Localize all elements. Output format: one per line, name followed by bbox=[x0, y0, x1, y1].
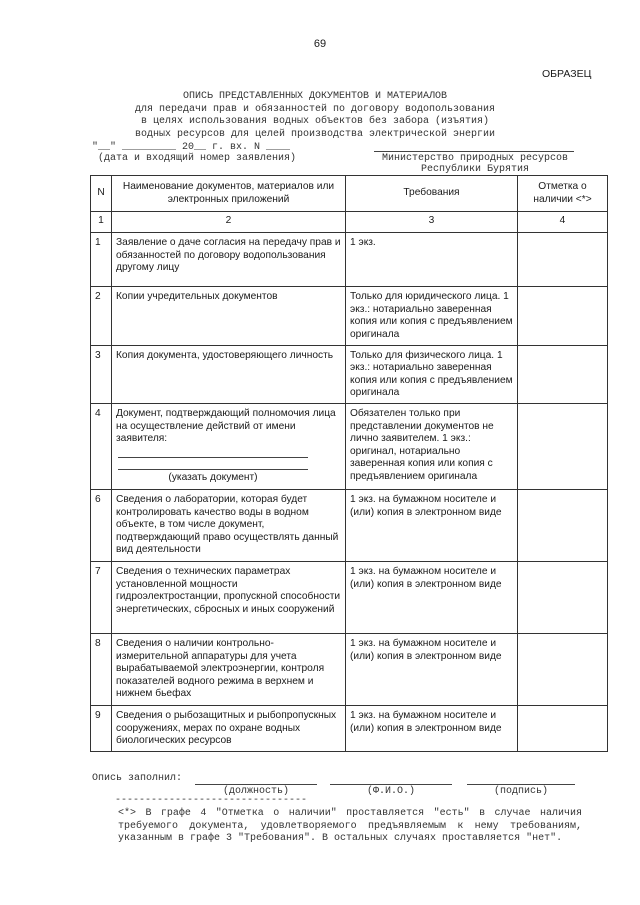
row-requirements: 1 экз. на бумажном носителе и (или) копия в электронном виде bbox=[346, 561, 518, 633]
row-number: 7 bbox=[91, 561, 112, 633]
row-mark-cell[interactable] bbox=[518, 705, 608, 751]
row-number: 2 bbox=[91, 287, 112, 345]
table-row bbox=[91, 633, 608, 705]
position-caption: (должность) bbox=[222, 786, 289, 797]
application-date-line: "__" _________ 20__ г. вх. N ____ bbox=[92, 142, 291, 153]
application-date-caption: (дата и входящий номер заявления) bbox=[98, 153, 297, 164]
row-mark-cell[interactable] bbox=[518, 403, 608, 489]
table-row bbox=[91, 233, 608, 287]
row-number: 1 bbox=[91, 233, 112, 287]
title-line: в целях использования водных объектов без забора (изъятия) bbox=[140, 116, 490, 127]
row-number: 3 bbox=[91, 345, 112, 403]
position-fill-line[interactable] bbox=[195, 772, 317, 785]
table-header-row bbox=[91, 176, 608, 212]
filled-by-label: Опись заполнил: bbox=[92, 773, 183, 784]
title-line: ОПИСЬ ПРЕДСТАВЛЕННЫХ ДОКУМЕНТОВ И МАТЕРИАЛОВ bbox=[182, 91, 448, 102]
row-document-name: Заявление о даче согласия на передачу прав и обязанностей по договору водопользования другому лицу bbox=[112, 233, 346, 287]
row-mark-cell[interactable] bbox=[518, 561, 608, 633]
row-mark-cell[interactable] bbox=[518, 233, 608, 287]
ministry-fill-line bbox=[374, 142, 574, 152]
column-number: 4 bbox=[518, 212, 608, 233]
document-fill-line[interactable] bbox=[118, 458, 308, 470]
row-mark-cell[interactable] bbox=[518, 287, 608, 345]
header-number: N bbox=[91, 176, 112, 212]
table-row bbox=[91, 561, 608, 633]
row-document-name: Документ, подтверждающий полномочия лица на осуществление действий от имени заявителя: bbox=[116, 407, 336, 445]
signature-fill-line[interactable] bbox=[467, 772, 575, 785]
row-requirements: Только для юридического лица. 1 экз.: нотариально заверенная копия или копия с предъявлением оригинала bbox=[346, 287, 518, 345]
row-number: 8 bbox=[91, 633, 112, 705]
table-row bbox=[91, 489, 608, 561]
sample-mark: ОБРАЗЕЦ bbox=[542, 68, 592, 80]
table-row bbox=[91, 287, 608, 345]
document-fill-line[interactable] bbox=[118, 446, 308, 458]
signature-caption: (подпись) bbox=[493, 786, 548, 797]
column-number: 3 bbox=[346, 212, 518, 233]
footnote-separator: -------------------------------- bbox=[115, 795, 308, 806]
documents-table bbox=[90, 175, 608, 752]
title-line: для передачи прав и обязанностей по договору водопользования bbox=[134, 103, 496, 115]
full-name-fill-line[interactable] bbox=[330, 772, 452, 785]
row-mark-cell[interactable] bbox=[518, 489, 608, 561]
row-requirements: 1 экз. на бумажном носителе и (или) копия в электронном виде bbox=[346, 633, 518, 705]
full-name-caption: (Ф.И.О.) bbox=[366, 786, 415, 797]
row-number: 4 bbox=[91, 403, 112, 489]
row-document-name: Сведения о лаборатории, которая будет контролировать качество воды в водном объекте, в том числе документ, подтверждающий право осуществлять данный вид деятельности bbox=[112, 489, 346, 561]
ministry-line-text: Республики Бурятия bbox=[420, 164, 530, 175]
header-name: Наименование документов, материалов или электронных приложений bbox=[112, 176, 346, 212]
header-mark: Отметка о наличии <*> bbox=[518, 176, 608, 212]
page-number: 69 bbox=[313, 38, 327, 50]
ministry-line-text: Министерство природных ресурсов bbox=[381, 153, 569, 164]
document-fill-caption: (указать документ) bbox=[168, 471, 258, 483]
footnote bbox=[92, 808, 582, 846]
column-number: 2 bbox=[112, 212, 346, 233]
row-requirements: Обязателен только при представлении документов не лично заявителем. 1 экз.: оригинал, нотариально заверенная копия или копия с предъявлением оригинала bbox=[346, 403, 518, 489]
row-requirements: 1 экз. bbox=[346, 233, 518, 287]
row-mark-cell[interactable] bbox=[518, 345, 608, 403]
title-line: водных ресурсов для целей производства электрической энергии bbox=[134, 128, 496, 140]
document-title bbox=[90, 91, 540, 141]
row-number: 9 bbox=[91, 705, 112, 751]
row-document-name: Копии учредительных документов bbox=[112, 287, 346, 345]
row-document-name-cell bbox=[112, 403, 346, 489]
row-requirements: Только для физического лица. 1 экз.: нотариально заверенная копия или копия с предъявлением оригинала bbox=[346, 345, 518, 403]
row-requirements: 1 экз. на бумажном носителе и (или) копия в электронном виде bbox=[346, 489, 518, 561]
row-requirements: 1 экз. на бумажном носителе и (или) копия в электронном виде bbox=[346, 705, 518, 751]
row-document-name: Копия документа, удостоверяющего личность bbox=[112, 345, 346, 403]
footnote-text: <*> В графе 4 "Отметка о наличии" проставляется "есть" в случае наличия требуемого документа, удовлетворяемого предъявляемым к нему требованиям, указанным в графе 3 "Требования". В остальных случаях проставляется "нет". bbox=[118, 808, 582, 844]
row-document-name: Сведения о технических параметрах установленной мощности гидроэлектростанции, пропускной способности энергетических, сбросных и иных сооружений bbox=[112, 561, 346, 633]
row-number: 6 bbox=[91, 489, 112, 561]
table-row bbox=[91, 403, 608, 489]
header-requirements: Требования bbox=[346, 176, 518, 212]
table-row bbox=[91, 705, 608, 751]
ministry-block bbox=[360, 153, 590, 175]
row-document-name: Сведения о наличии контрольно-измерительной аппаратуры для учета вырабатываемой электроэнергии, контроля показателей водного режима в верхнем и нижнем бьефах bbox=[112, 633, 346, 705]
row-document-name: Сведения о рыбозащитных и рыбопропускных сооружениях, мерах по охране водных биологических ресурсов bbox=[112, 705, 346, 751]
column-number: 1 bbox=[91, 212, 112, 233]
column-numbers-row bbox=[91, 212, 608, 233]
row-mark-cell[interactable] bbox=[518, 633, 608, 705]
table-row bbox=[91, 345, 608, 403]
